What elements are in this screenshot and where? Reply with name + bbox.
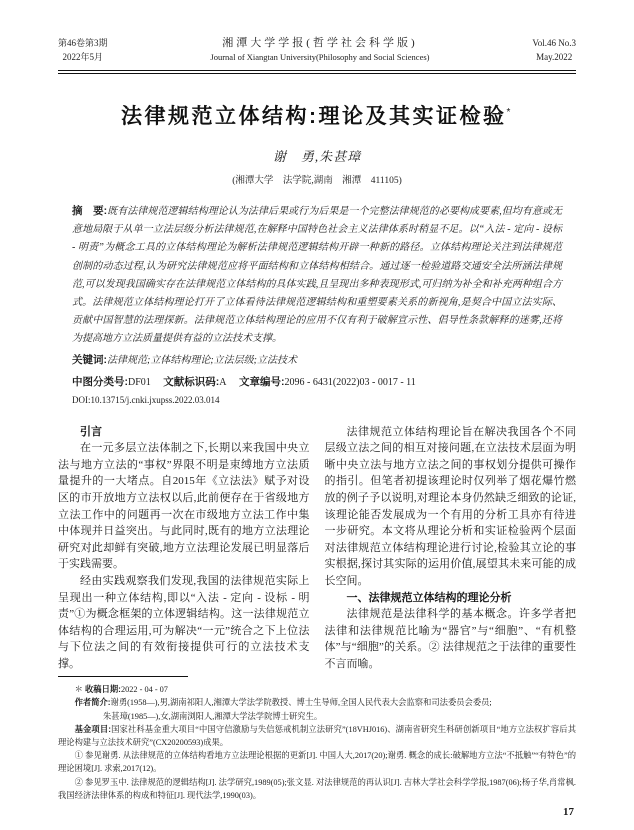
- footnote-fund: [58, 723, 576, 749]
- header-divider: [58, 70, 576, 74]
- footnote-divider: [58, 676, 188, 677]
- intro-heading: 引言: [80, 425, 102, 438]
- journal-title-cn: 湘潭大学学报(哲学社会科学版): [222, 37, 418, 49]
- clc-value: DF01: [128, 376, 151, 388]
- abstract: [72, 202, 562, 349]
- date-cn: 2022年5月: [62, 52, 104, 62]
- keywords-label: 关键词:: [72, 353, 107, 366]
- keywords-text: 法律规范;立体结构理论;立法层级;立法技术: [107, 354, 297, 366]
- issue-info-en: [532, 36, 576, 64]
- right-column: [325, 424, 577, 692]
- doc-code-label: 文献标识码:: [163, 375, 220, 388]
- article-title-text: 法律规范立体结构:理论及其实证检验: [121, 105, 507, 128]
- footnote-1-marker: ①: [74, 751, 83, 761]
- section-heading: 一、法律规范立体结构的理论分析: [346, 591, 512, 604]
- received-marker: ＊: [74, 685, 83, 695]
- footnote-received: [58, 683, 576, 696]
- doi: DOI:10.13715/j.cnki.jxupss.2022.03.014: [72, 394, 220, 405]
- bio-label: 作者简介:: [74, 697, 111, 708]
- title-footnote-marker: *: [506, 107, 513, 118]
- paragraph: 法律规范是法律科学的基本概念。许多学者把法律和法律规范比喻为“器官”与“细胞”、“有机整体”与“细胞”的关系。② 法律规范之于法律的重要性不言而喻。: [324, 608, 576, 670]
- footnote-bio: [58, 696, 576, 709]
- article-body: [58, 424, 576, 695]
- doc-code-value: A: [219, 376, 227, 388]
- issue-info: [58, 36, 108, 64]
- article-id-value: 2096 - 6431(2022)03 - 0017 - 11: [284, 376, 416, 388]
- affiliation: (湘潭大学 法学院,湖南 湘潭 411105): [232, 176, 402, 186]
- clc-group: [72, 377, 151, 388]
- journal-title: [210, 36, 429, 64]
- bio-text: 谢勇(1958—),男,湖南祁阳人,湘潭大学法学院教授、博士生导师,全国人民代表大会监察和司法委员会委员;: [110, 698, 492, 708]
- doc-code-group: [163, 377, 226, 388]
- article-title: [58, 100, 576, 130]
- authors: 谢 勇,朱甚璋: [272, 149, 362, 164]
- footnotes: [58, 676, 576, 802]
- abstract-label: 摘 要:: [72, 205, 108, 217]
- paragraph: 经由实践观察我们发现,我国的法律规范实际上呈现出一种立体结构,即以“入法 - 定向 - 设标 - 明责”①为概念框架的立体逻辑结构。这一法律规范立体结构的合理运用,可为解决“一元”统合之下上位法与下位法之间的有效衔接提供可行的立法技术支撑。: [58, 574, 310, 670]
- abstract-text: 既有法律规范逻辑结构理论认为法律后果或行为后果是一个完整法律规范的必要构成要素,但均有意或无意地局限于从单一立法层级分析法律规范,在解释中国特色社会主义法律体系时稍显不足。以“入法 - 定向 - 设标 - 明责”为概念工具的立体结构理论为解析法律规范逻辑结构开辟一种新的路径。立体结构理论关注到法律规范创制的动态过程,认为研究法律规范应将平面结构和立体结构相结合。通过逐一检验道路交通安全法所涵法律规范,可以发现我国确实存在法律规范立体结构的具体实践,且呈现出多种表现形式,可归纳为补全和补充两种组合方式。法律规范立体结构理论打开了立体看待法律规范逻辑结构和重塑要素关系的新视角,是契合中国立法实际、贡献中国智慧的法理探新。法律规范立体结构理论的应用不仅有利于破解宣示性、倡导性条款解释的迷雾,还将为提高地方立法质量提供有益的立法技术支撑。: [72, 206, 563, 345]
- received-value: 2022 - 04 - 07: [120, 685, 168, 695]
- footnote-bio-2: 朱甚璋(1985—),女,湖南浏阳人,湘潭大学法学院博士研究生。: [103, 711, 323, 721]
- keywords: [72, 351, 562, 370]
- footnote-2-marker: ②: [74, 777, 83, 787]
- left-column: [58, 424, 310, 695]
- footnote-1-text: 参见谢勇. 从法律规范的立体结构看地方立法理论根据的更新[J]. 中国人大,2017(20);谢勇. 概念的成长:破解地方立法“不抵触”“有特色”的理论困境[J]. 求索,2017(12)。: [58, 751, 576, 774]
- article-id-group: [239, 377, 416, 388]
- footnote-2-text: 参见罗玉中. 法律规范的逻辑结构[J]. 法学研究,1989(05);张文显. 对法律规范的再认识[J]. 吉林大学社会科学学报,1987(06);杨子华,肖常枫. 我国经济法律体系的构成和特征[J]. 现代法学,1990(03)。: [58, 777, 576, 800]
- volume-issue-cn: 第46卷第3期: [58, 38, 108, 48]
- clc-label: 中图分类号:: [72, 375, 128, 388]
- fund-text: 国家社科基金重大项目“中国守信激励与失信惩戒机制立法研究”(18VHJ016)、湖南省研究生科研创新项目“地方立法权扩容后其理论构建与立法技术研究”(CX20200593)成果。: [58, 724, 576, 747]
- article-id-label: 文章编号:: [239, 375, 285, 388]
- journal-title-en: Journal of Xiangtan University(Philosophy and Social Sciences): [210, 52, 430, 62]
- date-en: May.2022: [536, 52, 573, 62]
- fund-label: 基金项目:: [74, 723, 111, 734]
- paragraph: 在一元多层立法体制之下,长期以来我国中央立法与地方立法的“事权”界限不明是束缚地方立法质量提升的一大堵点。自2015年《立法法》赋予对设区的市开放地方立法权以后,此前便存在于省级地方立法工作中的问题再一次在市级地方立法工作中集中体现并日益突出。与此同时,既有的地方立法理论研究对此却鲜有突破,地方立法理论发展已明显落后于实践需要。: [58, 442, 310, 571]
- footnote-1: [58, 749, 576, 775]
- volume-issue-en: Vol.46 No.3: [532, 38, 576, 48]
- page-number: 17: [563, 806, 574, 818]
- journal-header: [58, 36, 576, 64]
- footnote-2: [58, 776, 576, 802]
- paragraph: 法律规范立体结构理论旨在解决我国各个不同层级立法之间的相互对接问题,在立法技术层面为明晰中央立法与地方立法之间的事权划分提供可操作的指引。但笔者初提该理论时仅列举了烟花爆竹燃放的例子予以说明,对理论本身仍然缺乏细致的论证,该理论能否发展成为一个有用的分析工具亦有待进一步研究。本文将从理论分析和实证检验两个层面对法律规范立体结构理论进行讨论,检验其立论的事实根据,探讨其实际的运用价值,展望其未来可能的成长空间。: [324, 425, 576, 587]
- received-label: 收稿日期:: [84, 684, 121, 695]
- classification-line: [72, 374, 562, 391]
